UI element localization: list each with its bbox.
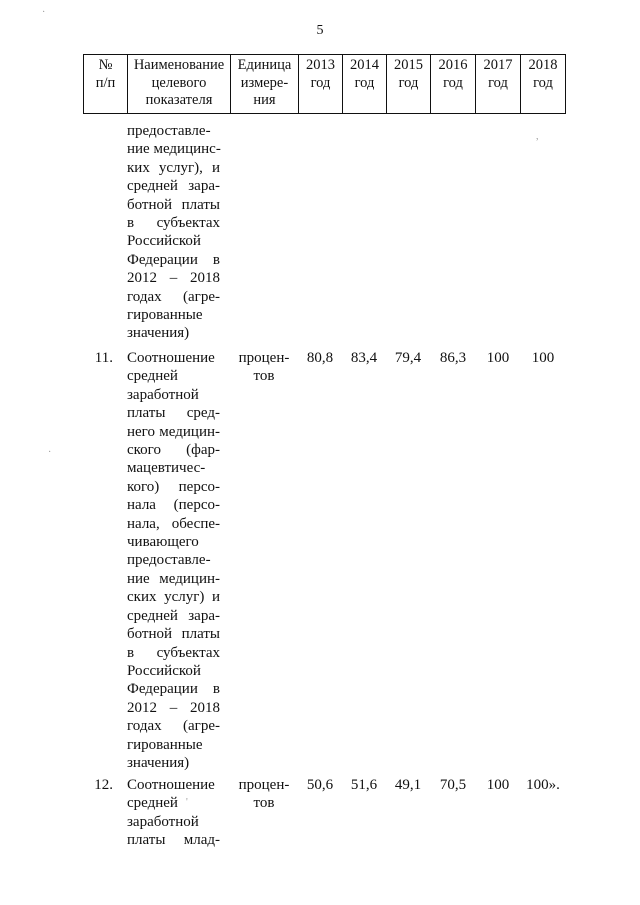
header-name-line: показателя (145, 92, 213, 108)
name-line: ских услуг) и (127, 589, 220, 606)
name-line: в субъектах (127, 644, 220, 661)
row-number: 11. (94, 350, 113, 366)
continued-indicator-name (127, 122, 220, 343)
name-line: него медицин- (127, 423, 220, 440)
name-line: 2012 – 2018 (127, 270, 220, 287)
name-line: предоставле- (127, 123, 211, 139)
unit-line: процен- (238, 777, 290, 793)
header-unit (230, 54, 298, 114)
name-line: средней зара- (127, 178, 220, 195)
header-year-2015 (386, 54, 430, 114)
name-line: гированные (127, 307, 203, 324)
header-name-line: Наименование (133, 57, 225, 73)
header-year-line: год (310, 74, 331, 91)
unit-line: процен- (238, 350, 290, 366)
name-line: нала (персо- (127, 497, 220, 514)
header-year-line: год (354, 74, 375, 91)
name-line: чивающего (127, 534, 199, 551)
name-line: Российской (127, 662, 201, 679)
name-line: Соотношение (127, 777, 215, 793)
header-year-2013 (298, 54, 342, 114)
name-line: ботной платы (127, 196, 220, 213)
value-2016: 70,5 (439, 777, 467, 793)
value-2017: 100 (486, 777, 510, 793)
unit (238, 776, 290, 813)
indicator-name (127, 776, 220, 850)
header-year-line: год (398, 74, 419, 91)
name-line: средней зара- (127, 607, 220, 624)
name-line: средней (127, 368, 178, 385)
header-year-line: 2018 (528, 57, 558, 73)
header-num (83, 54, 127, 114)
name-line: ского (фар- (127, 442, 220, 459)
name-line: ботной платы (127, 626, 220, 643)
header-year-2014 (342, 54, 386, 114)
header-year-line: год (488, 74, 508, 91)
header-name (127, 54, 230, 114)
table-header (83, 54, 566, 114)
unit-line: тов (253, 368, 275, 385)
name-line: заработной (127, 813, 199, 830)
header-year-2017 (475, 54, 520, 114)
name-line: ких услуг), и (127, 159, 220, 176)
header-unit-line: ния (253, 92, 276, 108)
header-year-line: год (443, 74, 463, 91)
value-2015: 79,4 (394, 350, 422, 366)
name-line: 2012 – 2018 (127, 699, 220, 716)
name-line: Федерации в (127, 681, 220, 698)
scan-speck: · (42, 7, 46, 18)
name-line: ние медицинс- (127, 141, 221, 158)
value-2013: 80,8 (306, 350, 334, 366)
name-line: значения) (127, 754, 190, 771)
header-year-line: 2016 (438, 57, 468, 73)
value-2015: 49,1 (394, 777, 422, 793)
name-line: Российской (127, 233, 201, 250)
indicator-name (127, 349, 220, 772)
name-line: мацевтичес- (127, 460, 206, 477)
name-line: значения) (127, 325, 190, 342)
name-line: средней (127, 795, 178, 812)
name-line: в субъектах (127, 215, 220, 232)
value-2013: 50,6 (306, 777, 334, 793)
name-line: кого) персо- (127, 478, 220, 495)
header-year-2018 (520, 54, 566, 114)
value-2014: 83,4 (350, 350, 378, 366)
name-line: годах (агре- (127, 288, 220, 305)
header-year-line: 2014 (350, 57, 379, 73)
name-line: платы сред- (127, 405, 220, 422)
scan-speck: · (48, 447, 52, 458)
name-line: Соотношение (127, 350, 215, 366)
value-2016: 86,3 (439, 350, 467, 366)
row-number: 12. (94, 777, 113, 793)
header-name-line: целевого (151, 74, 207, 91)
header-year-line: 2015 (394, 57, 423, 73)
name-line: предоставле- (127, 552, 211, 569)
header-unit-line: измере- (240, 74, 289, 91)
unit (238, 349, 290, 386)
name-line: заработной (127, 386, 199, 403)
scan-speck: ' (186, 797, 188, 808)
header-num-line: п/п (95, 74, 116, 91)
header-year-line: 2013 (306, 57, 335, 73)
header-num-line: № (98, 57, 113, 73)
value-2014: 51,6 (350, 777, 378, 793)
scan-speck: , (536, 131, 539, 142)
header-year-line: год (533, 74, 553, 91)
name-line: гированные (127, 736, 203, 753)
header-year-2016 (430, 54, 475, 114)
value-2018: 100 (531, 350, 555, 366)
page-number: 5 (316, 23, 324, 38)
name-line: платы млад- (127, 832, 220, 849)
value-2018: 100». (526, 777, 560, 793)
name-line: нала, обеспе- (127, 515, 220, 532)
header-year-line: 2017 (483, 57, 513, 73)
header-unit-line: Единица (237, 57, 292, 73)
value-2017: 100 (486, 350, 510, 366)
name-line: годах (агре- (127, 718, 220, 735)
name-line: ние медицин- (127, 570, 220, 587)
name-line: Федерации в (127, 251, 220, 268)
unit-line: тов (253, 795, 275, 812)
